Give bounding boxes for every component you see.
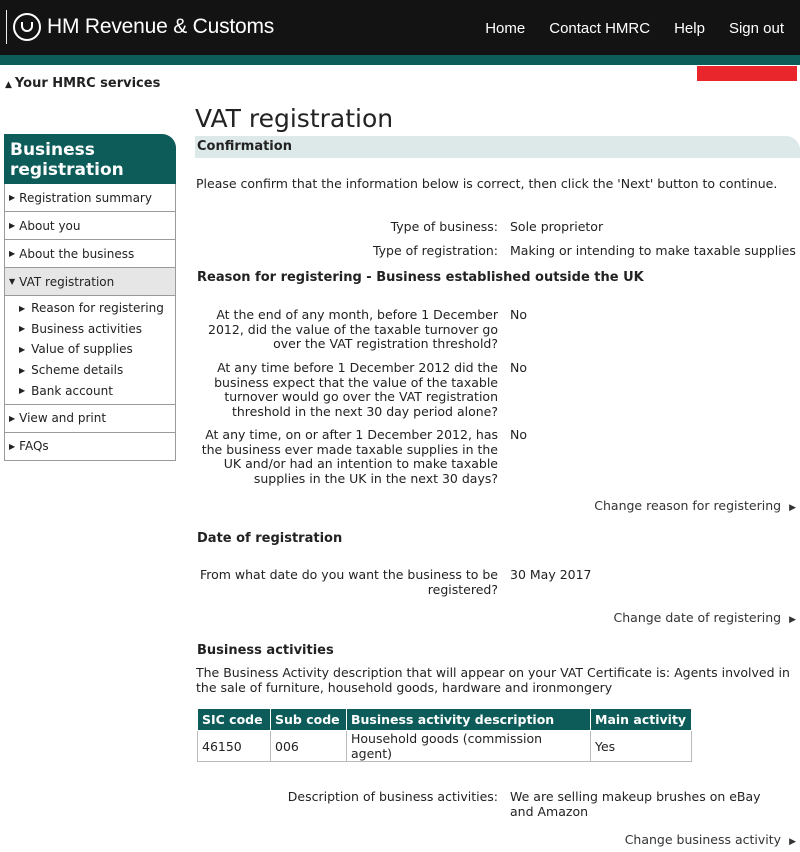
- sidebar: [4, 134, 176, 461]
- table-cell: 006: [271, 731, 347, 762]
- triangle-up-icon: ▲: [5, 80, 12, 90]
- sidebar-title: Business registration: [4, 134, 176, 184]
- column-header: SIC code: [198, 709, 271, 731]
- sidebar-subitem-value[interactable]: [5, 339, 175, 360]
- answer-text: No: [510, 360, 527, 375]
- services-label: Your HMRC services: [14, 76, 161, 91]
- sidebar-subitem-reason[interactable]: [5, 298, 175, 319]
- sidebar-subitem-label: Business activities: [31, 321, 142, 336]
- triangle-right-icon: ▶: [9, 193, 16, 202]
- sidebar-item-label: About you: [19, 218, 81, 233]
- page-title: VAT registration: [195, 104, 394, 133]
- field-value: We are selling makeup brushes on eBay and Amazon: [510, 789, 761, 819]
- triangle-right-icon: ▶: [789, 615, 796, 625]
- reason-q2-row: [195, 361, 800, 419]
- nav-help-link[interactable]: Help: [674, 20, 705, 37]
- date-heading: Date of registration: [197, 531, 343, 546]
- your-services-link[interactable]: [5, 76, 160, 91]
- sidebar-subitem-label: Bank account: [31, 383, 113, 398]
- sidebar-item-view-print[interactable]: [4, 405, 176, 433]
- table-cell: Yes: [591, 731, 692, 762]
- field-label: Description of business activities:: [287, 789, 498, 804]
- sidebar-subitem-label: Value of supplies: [31, 342, 133, 357]
- column-header: Main activity: [591, 709, 692, 731]
- date-row: [195, 568, 800, 597]
- sidebar-subitem-scheme[interactable]: [5, 360, 175, 381]
- sidebar-item-label: View and print: [19, 411, 107, 426]
- hmrc-logo[interactable]: [6, 10, 274, 44]
- reason-q3-row: [195, 428, 800, 486]
- triangle-right-icon: ▶: [9, 413, 16, 423]
- brand-name: HM Revenue & Customs: [47, 15, 275, 38]
- nav-contact-link[interactable]: Contact HMRC: [549, 20, 651, 37]
- triangle-right-icon: ▶: [9, 441, 16, 451]
- column-header: Sub code: [271, 709, 347, 731]
- link-label: Change reason for registering: [594, 498, 782, 513]
- triangle-right-icon: ▶: [19, 324, 26, 334]
- sidebar-item-about-business[interactable]: [4, 240, 176, 268]
- sidebar-subitem-label: Scheme details: [31, 363, 124, 378]
- header-strip: [0, 55, 800, 65]
- sidebar-item-about-you[interactable]: [4, 212, 176, 240]
- intro-text: Please confirm that the information below is correct, then click the 'Next' button to continue.: [196, 176, 778, 191]
- activities-table: [197, 708, 692, 762]
- sidebar-item-label: VAT registration: [19, 274, 115, 289]
- sidebar-item-registration-summary[interactable]: [4, 184, 176, 212]
- crown-crest-icon: [13, 13, 41, 41]
- triangle-right-icon: ▶: [19, 365, 26, 375]
- sidebar-item-vat-registration[interactable]: [4, 268, 176, 296]
- field-label: Type of business:: [390, 219, 498, 234]
- redaction-bar: [697, 66, 797, 81]
- main-content: [195, 104, 800, 847]
- question-text: At any time before 1 December 2012 did the business expect that the value of the taxable turnover would go over the VAT registration threshold in the next 30 day period alone?: [214, 360, 498, 419]
- sidebar-subitem-bank[interactable]: [5, 380, 175, 401]
- field-value: Making or intending to make taxable supplies: [510, 243, 796, 258]
- reason-q1-row: [195, 308, 800, 352]
- column-header: Business activity description: [347, 709, 591, 731]
- table-cell: 46150: [198, 731, 271, 762]
- table-cell: Household goods (commission agent): [347, 731, 591, 762]
- description-row: [195, 790, 800, 819]
- change-reason-link[interactable]: [594, 498, 796, 513]
- triangle-right-icon: ▶: [19, 344, 26, 354]
- date-value: 30 May 2017: [510, 567, 592, 582]
- triangle-right-icon: ▶: [789, 503, 796, 513]
- change-date-link[interactable]: [614, 610, 796, 625]
- activities-description: The Business Activity description that will appear on your VAT Certificate is: Agents involved in the sale of furniture, household goods, hardware and ironmongery: [196, 665, 790, 695]
- triangle-down-icon: ▼: [9, 277, 16, 286]
- question-text: At the end of any month, before 1 December 2012, did the value of the taxable turnover go over the VAT registration threshold?: [208, 307, 498, 351]
- triangle-right-icon: ▶: [9, 221, 16, 230]
- link-label: Change business activity: [624, 832, 782, 847]
- triangle-right-icon: ▶: [19, 386, 26, 396]
- field-value: Sole proprietor: [510, 219, 604, 234]
- sidebar-item-label: Registration summary: [19, 190, 152, 205]
- logo-divider: [6, 10, 7, 44]
- question-text: At any time, on or after 1 December 2012, has the business ever made taxable supplies in the UK and/or had an intention to make taxable supplies in the UK in the next 30 days?: [201, 427, 498, 486]
- sidebar-item-faqs[interactable]: [4, 433, 176, 461]
- type-of-registration-row: [195, 244, 800, 259]
- question-text: From what date do you want the business to be registered?: [199, 567, 498, 597]
- table-header-row: [198, 709, 692, 731]
- sidebar-item-label: About the business: [19, 246, 135, 261]
- sidebar-subitem-activities[interactable]: [5, 319, 175, 340]
- section-bar: Confirmation: [195, 136, 800, 158]
- link-label: Change date of registering: [613, 610, 782, 625]
- activities-heading: Business activities: [197, 643, 334, 658]
- triangle-right-icon: ▶: [9, 249, 16, 258]
- type-of-business-row: [195, 220, 800, 235]
- top-nav: [485, 20, 784, 37]
- nav-sign-out-link[interactable]: Sign out: [728, 20, 784, 37]
- answer-text: No: [510, 307, 527, 322]
- table-row: [198, 731, 692, 762]
- field-label: Type of registration:: [372, 243, 498, 258]
- sidebar-item-label: FAQs: [19, 439, 49, 454]
- answer-text: No: [510, 427, 527, 442]
- nav-home-link[interactable]: Home: [485, 20, 526, 37]
- triangle-right-icon: ▶: [19, 303, 26, 313]
- reason-heading: Reason for registering - Business established outside the UK: [197, 270, 644, 285]
- sidebar-submenu: [4, 296, 176, 405]
- change-activity-link[interactable]: [625, 832, 796, 847]
- site-header: [0, 0, 800, 55]
- triangle-right-icon: ▶: [789, 837, 796, 847]
- sidebar-subitem-label: Reason for registering: [31, 301, 164, 316]
